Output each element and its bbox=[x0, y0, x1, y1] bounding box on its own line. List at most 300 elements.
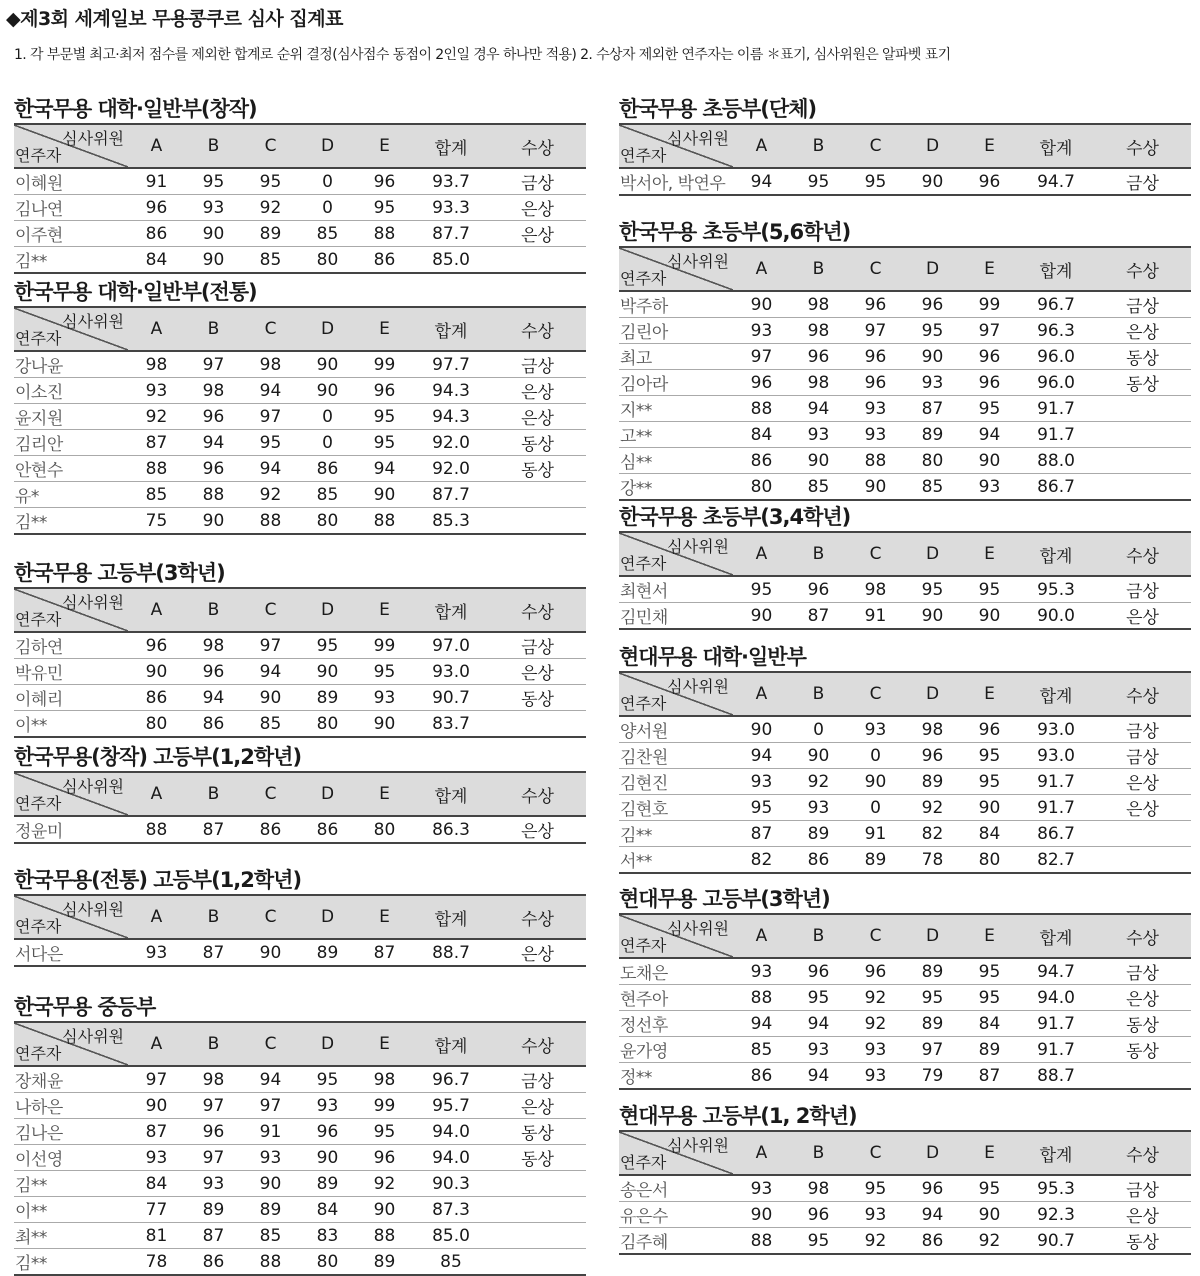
table-row bbox=[619, 576, 1191, 603]
score-cell-b: 86 bbox=[202, 1251, 225, 1272]
performer-name: 정** bbox=[620, 1068, 652, 1088]
award-cell bbox=[1094, 821, 1191, 847]
score-cell-c: 93 bbox=[864, 1065, 887, 1086]
score-cell-e: 90 bbox=[978, 605, 1001, 626]
total-cell: 96.0 bbox=[1018, 370, 1094, 396]
score-cell-d: 89 bbox=[904, 1011, 961, 1037]
total-cell: 93.0 bbox=[1018, 743, 1094, 769]
award-cell: 동상 bbox=[489, 685, 586, 711]
score-cell-c: 91 bbox=[242, 1119, 299, 1145]
score-cell-c: 89 bbox=[242, 221, 299, 247]
judge-header-b: B bbox=[790, 672, 847, 716]
award-cell: 동상 bbox=[489, 1145, 586, 1171]
score-cell-b: 96 bbox=[790, 1202, 847, 1228]
table-body bbox=[14, 168, 586, 273]
score-cell-e: 99 bbox=[961, 291, 1018, 318]
award-cell: 금상 bbox=[489, 632, 586, 659]
total-cell: 87.3 bbox=[413, 1197, 489, 1223]
judges-label: 심사위원 bbox=[62, 777, 124, 796]
score-cell-e: 95 bbox=[961, 743, 1018, 769]
header-corner-cell bbox=[14, 307, 128, 351]
total-header: 합계 bbox=[413, 588, 489, 632]
score-table bbox=[619, 531, 1191, 630]
table-body bbox=[619, 291, 1191, 500]
performer-name: 박유민 bbox=[14, 659, 128, 685]
performer-name: 이혜원 bbox=[14, 168, 128, 195]
judge-header-c: C bbox=[242, 772, 299, 816]
score-cell-b: 94 bbox=[185, 430, 242, 456]
score-cell-a: 85 bbox=[733, 1037, 790, 1063]
award-header: 수상 bbox=[489, 588, 586, 632]
performer-label: 연주자 bbox=[15, 329, 62, 348]
table-row bbox=[619, 716, 1191, 743]
score-cell-e: 95 bbox=[961, 958, 1018, 985]
score-cell-c: 94 bbox=[242, 456, 299, 482]
score-cell-a: 96 bbox=[128, 195, 185, 221]
header-corner-cell bbox=[619, 672, 733, 716]
score-cell-e: 89 bbox=[373, 1251, 396, 1272]
document-title: ◆제3회 세계일보 무용콩쿠르 심사 집계표 bbox=[6, 8, 343, 30]
score-cell-d: 80 bbox=[904, 448, 961, 474]
score-cell-d: 87 bbox=[904, 396, 961, 422]
performer-name: 이선영 bbox=[14, 1145, 128, 1171]
score-cell-e: 95 bbox=[961, 1175, 1018, 1202]
award-cell: 은상 bbox=[489, 378, 586, 404]
award-cell bbox=[489, 508, 586, 535]
score-cell-a: 93 bbox=[128, 378, 185, 404]
judge-header-e: E bbox=[961, 672, 1018, 716]
score-section bbox=[619, 643, 1191, 874]
score-cell-e: 95 bbox=[961, 985, 1018, 1011]
score-cell-c: 91 bbox=[864, 605, 887, 626]
judge-header-d: D bbox=[904, 914, 961, 958]
total-cell: 95.7 bbox=[413, 1093, 489, 1119]
score-cell-d: 93 bbox=[904, 370, 961, 396]
score-cell-e: 86 bbox=[373, 249, 396, 270]
score-cell-c: 96 bbox=[847, 291, 904, 318]
table-body bbox=[14, 351, 586, 534]
total-cell: 91.7 bbox=[1018, 769, 1094, 795]
header-row bbox=[619, 247, 1191, 291]
score-cell-b: 94 bbox=[807, 1065, 830, 1086]
table-header bbox=[619, 914, 1191, 958]
performer-name: 심** bbox=[619, 448, 733, 474]
award-cell: 은상 bbox=[521, 945, 554, 965]
judge-header-a: A bbox=[128, 1022, 185, 1066]
judge-header-b: B bbox=[185, 895, 242, 939]
score-cell-e: 99 bbox=[356, 1093, 413, 1119]
score-cell-b: 93 bbox=[185, 1171, 242, 1197]
score-cell-c: 85 bbox=[259, 249, 282, 270]
performer-name: 서다은 bbox=[15, 945, 63, 965]
table-header bbox=[14, 307, 586, 351]
total-cell: 88.7 bbox=[1037, 1065, 1075, 1086]
score-cell-c: 95 bbox=[242, 430, 299, 456]
score-cell-e: 88 bbox=[356, 1223, 413, 1249]
performer-name: 김찬원 bbox=[619, 743, 733, 769]
judges-label: 심사위원 bbox=[62, 593, 124, 612]
header-corner-cell bbox=[619, 124, 733, 168]
section-title: 한국무용 고등부(3학년) bbox=[14, 561, 225, 585]
judges-label: 심사위원 bbox=[667, 1136, 729, 1155]
header-row bbox=[14, 307, 586, 351]
score-table bbox=[14, 894, 586, 967]
score-section bbox=[14, 743, 586, 844]
judge-header-a: A bbox=[128, 772, 185, 816]
judge-header-e: E bbox=[356, 1022, 413, 1066]
score-cell-c: 86 bbox=[259, 819, 282, 840]
total-cell: 96.3 bbox=[1018, 318, 1094, 344]
score-cell-d: 80 bbox=[316, 510, 339, 531]
score-cell-d: 90 bbox=[921, 171, 944, 192]
score-cell-d: 90 bbox=[299, 351, 356, 378]
score-cell-c: 97 bbox=[847, 318, 904, 344]
score-cell-a: 94 bbox=[733, 1011, 790, 1037]
table-row bbox=[14, 247, 586, 274]
table-body bbox=[14, 1066, 586, 1275]
score-cell-c: 92 bbox=[847, 1011, 904, 1037]
performer-label: 연주자 bbox=[15, 146, 62, 165]
award-header: 수상 bbox=[489, 124, 586, 168]
award-cell: 은상 bbox=[1126, 608, 1159, 628]
score-cell-e: 87 bbox=[373, 942, 396, 963]
score-cell-a: 98 bbox=[128, 351, 185, 378]
score-cell-a: 85 bbox=[128, 482, 185, 508]
judge-header-b: B bbox=[790, 532, 847, 576]
score-cell-c: 90 bbox=[864, 476, 887, 497]
total-cell: 93.0 bbox=[413, 659, 489, 685]
table-header bbox=[619, 672, 1191, 716]
judge-header-d: D bbox=[299, 124, 356, 168]
score-cell-d: 0 bbox=[299, 404, 356, 430]
performer-name: 이** bbox=[14, 1197, 128, 1223]
table-row bbox=[619, 168, 1191, 195]
table-row bbox=[619, 603, 1191, 630]
score-section bbox=[619, 1102, 1191, 1255]
performer-name: 정선후 bbox=[619, 1011, 733, 1037]
score-cell-a: 93 bbox=[733, 958, 790, 985]
judge-header-d: D bbox=[904, 672, 961, 716]
score-cell-e: 95 bbox=[961, 576, 1018, 603]
score-cell-a: 82 bbox=[750, 849, 773, 870]
award-cell bbox=[489, 247, 586, 274]
score-cell-b: 95 bbox=[790, 985, 847, 1011]
score-cell-a: 78 bbox=[145, 1251, 168, 1272]
score-table bbox=[14, 587, 586, 738]
award-cell bbox=[489, 1171, 586, 1197]
total-cell: 96.7 bbox=[413, 1066, 489, 1093]
judge-header-b: B bbox=[185, 124, 242, 168]
score-cell-c: 93 bbox=[847, 1037, 904, 1063]
score-cell-a: 88 bbox=[750, 1230, 773, 1251]
total-header: 합계 bbox=[413, 1022, 489, 1066]
score-cell-e: 90 bbox=[961, 795, 1018, 821]
score-cell-a: 90 bbox=[733, 291, 790, 318]
score-cell-a: 86 bbox=[750, 1065, 773, 1086]
performer-name: 최** bbox=[14, 1223, 128, 1249]
award-cell: 금상 bbox=[1094, 743, 1191, 769]
total-cell: 85 bbox=[440, 1251, 462, 1272]
score-cell-b: 86 bbox=[807, 849, 830, 870]
score-cell-a: 93 bbox=[145, 942, 168, 963]
score-cell-e: 90 bbox=[373, 713, 396, 734]
award-header: 수상 bbox=[1094, 1131, 1191, 1175]
score-cell-e: 87 bbox=[978, 1065, 1001, 1086]
total-header: 합계 bbox=[1018, 672, 1094, 716]
score-cell-d: 84 bbox=[299, 1197, 356, 1223]
award-header: 수상 bbox=[1094, 672, 1191, 716]
score-cell-b: 97 bbox=[185, 1093, 242, 1119]
total-header: 합계 bbox=[1018, 1131, 1094, 1175]
score-cell-e: 95 bbox=[356, 659, 413, 685]
score-cell-d: 96 bbox=[299, 1119, 356, 1145]
judge-header-c: C bbox=[242, 588, 299, 632]
judge-header-a: A bbox=[733, 532, 790, 576]
score-cell-b: 96 bbox=[185, 404, 242, 430]
section-title: 현대무용 고등부(3학년) bbox=[619, 887, 830, 911]
score-cell-d: 82 bbox=[904, 821, 961, 847]
judges-label: 심사위원 bbox=[62, 900, 124, 919]
score-cell-c: 90 bbox=[242, 1171, 299, 1197]
table-body bbox=[619, 168, 1191, 195]
award-cell bbox=[1094, 847, 1191, 874]
score-cell-a: 97 bbox=[733, 344, 790, 370]
award-cell bbox=[1094, 396, 1191, 422]
score-cell-b: 98 bbox=[185, 378, 242, 404]
score-cell-a: 90 bbox=[750, 605, 773, 626]
score-cell-e: 84 bbox=[961, 1011, 1018, 1037]
score-cell-e: 95 bbox=[356, 430, 413, 456]
judge-header-e: E bbox=[961, 532, 1018, 576]
table-header bbox=[619, 247, 1191, 291]
score-cell-b: 95 bbox=[185, 168, 242, 195]
award-cell: 동상 bbox=[1094, 344, 1191, 370]
score-cell-e: 90 bbox=[356, 1197, 413, 1223]
table-row bbox=[14, 351, 586, 378]
score-cell-b: 98 bbox=[185, 1066, 242, 1093]
table-row bbox=[14, 1145, 586, 1171]
award-cell: 동상 bbox=[1126, 1233, 1159, 1253]
score-cell-d: 92 bbox=[904, 795, 961, 821]
performer-label: 연주자 bbox=[620, 1153, 667, 1172]
score-cell-a: 80 bbox=[750, 476, 773, 497]
score-cell-d: 0 bbox=[299, 168, 356, 195]
performer-name: 김** bbox=[619, 821, 733, 847]
award-cell: 은상 bbox=[1094, 318, 1191, 344]
judge-header-b: B bbox=[185, 1022, 242, 1066]
score-cell-d: 98 bbox=[904, 716, 961, 743]
performer-name: 김나은 bbox=[14, 1119, 128, 1145]
score-cell-e: 92 bbox=[978, 1230, 1001, 1251]
score-cell-e: 95 bbox=[961, 396, 1018, 422]
table-row bbox=[619, 291, 1191, 318]
score-cell-c: 98 bbox=[242, 351, 299, 378]
score-cell-b: 98 bbox=[790, 318, 847, 344]
score-cell-e: 90 bbox=[961, 448, 1018, 474]
score-cell-c: 92 bbox=[864, 1230, 887, 1251]
score-cell-b: 93 bbox=[790, 795, 847, 821]
score-cell-a: 88 bbox=[145, 819, 168, 840]
award-cell: 금상 bbox=[1126, 174, 1159, 194]
score-cell-c: 89 bbox=[864, 849, 887, 870]
section-title: 현대무용 대학·일반부 bbox=[619, 645, 806, 669]
score-cell-d: 89 bbox=[316, 942, 339, 963]
score-cell-d: 78 bbox=[921, 849, 944, 870]
header-corner-cell bbox=[14, 772, 128, 816]
score-cell-b: 96 bbox=[185, 456, 242, 482]
performer-name: 김린아 bbox=[619, 318, 733, 344]
table-header bbox=[619, 532, 1191, 576]
judge-header-d: D bbox=[299, 588, 356, 632]
performer-name: 안현수 bbox=[14, 456, 128, 482]
total-cell: 88.0 bbox=[1018, 448, 1094, 474]
performer-name: 서** bbox=[620, 852, 652, 872]
score-cell-d: 85 bbox=[299, 482, 356, 508]
award-cell: 금상 bbox=[1094, 958, 1191, 985]
score-cell-a: 84 bbox=[733, 422, 790, 448]
judge-header-a: A bbox=[128, 124, 185, 168]
score-cell-c: 88 bbox=[259, 1251, 282, 1272]
total-cell: 87.7 bbox=[413, 482, 489, 508]
total-cell: 94.3 bbox=[413, 404, 489, 430]
header-row bbox=[619, 124, 1191, 168]
score-cell-e: 96 bbox=[356, 378, 413, 404]
performer-label: 연주자 bbox=[15, 794, 62, 813]
total-cell: 86.3 bbox=[432, 819, 470, 840]
table-body bbox=[14, 632, 586, 737]
score-cell-e: 88 bbox=[356, 221, 413, 247]
score-cell-b: 87 bbox=[202, 942, 225, 963]
score-cell-b: 93 bbox=[790, 422, 847, 448]
score-cell-d: 80 bbox=[316, 713, 339, 734]
score-cell-d: 90 bbox=[921, 605, 944, 626]
score-cell-b: 98 bbox=[790, 291, 847, 318]
score-cell-d: 86 bbox=[299, 456, 356, 482]
judges-label: 심사위원 bbox=[667, 677, 729, 696]
performer-name: 윤가영 bbox=[619, 1037, 733, 1063]
score-cell-b: 97 bbox=[185, 351, 242, 378]
score-cell-c: 90 bbox=[847, 769, 904, 795]
score-cell-d: 93 bbox=[299, 1093, 356, 1119]
score-cell-c: 92 bbox=[242, 482, 299, 508]
score-cell-a: 88 bbox=[128, 456, 185, 482]
section-title: 한국무용(전통) 고등부(1,2학년) bbox=[14, 868, 302, 892]
table-header bbox=[619, 1131, 1191, 1175]
performer-name: 지** bbox=[619, 396, 733, 422]
award-cell bbox=[489, 1223, 586, 1249]
total-cell: 90.7 bbox=[1037, 1230, 1075, 1251]
score-cell-a: 95 bbox=[733, 576, 790, 603]
score-cell-d: 89 bbox=[904, 958, 961, 985]
score-cell-a: 88 bbox=[733, 396, 790, 422]
score-cell-c: 97 bbox=[242, 404, 299, 430]
performer-name: 강나윤 bbox=[14, 351, 128, 378]
score-cell-c: 93 bbox=[242, 1145, 299, 1171]
score-cell-b: 95 bbox=[807, 1230, 830, 1251]
award-cell: 은상 bbox=[521, 822, 554, 842]
performer-name: 김** bbox=[15, 252, 47, 272]
total-cell: 91.7 bbox=[1018, 795, 1094, 821]
score-cell-a: 80 bbox=[145, 713, 168, 734]
score-cell-b: 94 bbox=[790, 396, 847, 422]
score-cell-b: 98 bbox=[790, 370, 847, 396]
total-header: 합계 bbox=[413, 772, 489, 816]
score-cell-e: 99 bbox=[356, 632, 413, 659]
award-cell: 동상 bbox=[1094, 1011, 1191, 1037]
total-cell: 90.7 bbox=[413, 685, 489, 711]
judge-header-a: A bbox=[128, 588, 185, 632]
score-cell-e: 89 bbox=[961, 1037, 1018, 1063]
total-cell: 86.7 bbox=[1018, 821, 1094, 847]
table-row bbox=[619, 1011, 1191, 1037]
performer-name: 김아라 bbox=[619, 370, 733, 396]
score-cell-b: 86 bbox=[202, 713, 225, 734]
total-header: 합계 bbox=[413, 895, 489, 939]
table-row bbox=[14, 1171, 586, 1197]
score-cell-b: 89 bbox=[185, 1197, 242, 1223]
judge-header-d: D bbox=[904, 1131, 961, 1175]
score-cell-c: 97 bbox=[242, 1093, 299, 1119]
section-title: 한국무용 초등부(5,6학년) bbox=[619, 220, 851, 244]
score-cell-c: 94 bbox=[242, 659, 299, 685]
score-table bbox=[619, 913, 1191, 1090]
award-cell bbox=[489, 482, 586, 508]
performer-name: 이소진 bbox=[14, 378, 128, 404]
performer-name: 이주현 bbox=[14, 221, 128, 247]
table-row bbox=[619, 1063, 1191, 1090]
total-cell: 90.0 bbox=[1037, 605, 1075, 626]
score-cell-b: 92 bbox=[790, 769, 847, 795]
score-cell-b: 93 bbox=[185, 195, 242, 221]
award-cell: 은상 bbox=[489, 221, 586, 247]
total-cell: 96.0 bbox=[1018, 344, 1094, 370]
performer-name: 박서아, 박연우 bbox=[620, 174, 726, 194]
performer-name: 김** bbox=[15, 1254, 47, 1274]
score-cell-c: 93 bbox=[847, 1202, 904, 1228]
score-cell-c: 98 bbox=[847, 576, 904, 603]
score-cell-e: 99 bbox=[356, 351, 413, 378]
performer-name: 김하연 bbox=[14, 632, 128, 659]
judge-header-e: E bbox=[961, 1131, 1018, 1175]
score-cell-d: 89 bbox=[904, 422, 961, 448]
performer-name: 최현서 bbox=[619, 576, 733, 603]
judge-header-e: E bbox=[961, 247, 1018, 291]
table-row bbox=[14, 659, 586, 685]
judge-header-e: E bbox=[356, 588, 413, 632]
table-row bbox=[619, 474, 1191, 501]
table-body bbox=[14, 816, 586, 843]
header-corner-cell bbox=[14, 1022, 128, 1066]
header-row bbox=[14, 588, 586, 632]
score-cell-c: 96 bbox=[847, 370, 904, 396]
award-cell: 은상 bbox=[489, 404, 586, 430]
section-title: 한국무용 중등부 bbox=[14, 995, 156, 1019]
performer-name: 김** bbox=[15, 513, 47, 533]
section-title: 한국무용 대학·일반부(창작) bbox=[14, 97, 257, 121]
score-cell-c: 0 bbox=[847, 743, 904, 769]
header-row bbox=[14, 772, 586, 816]
performer-name: 최고 bbox=[619, 344, 733, 370]
table-row bbox=[619, 318, 1191, 344]
total-cell: 92.0 bbox=[413, 456, 489, 482]
performer-name: 이** bbox=[15, 716, 47, 736]
score-cell-a: 93 bbox=[733, 318, 790, 344]
total-header: 합계 bbox=[413, 124, 489, 168]
table-row bbox=[14, 939, 586, 966]
performer-name: 김현호 bbox=[619, 795, 733, 821]
score-cell-d: 90 bbox=[299, 378, 356, 404]
award-header: 수상 bbox=[489, 772, 586, 816]
